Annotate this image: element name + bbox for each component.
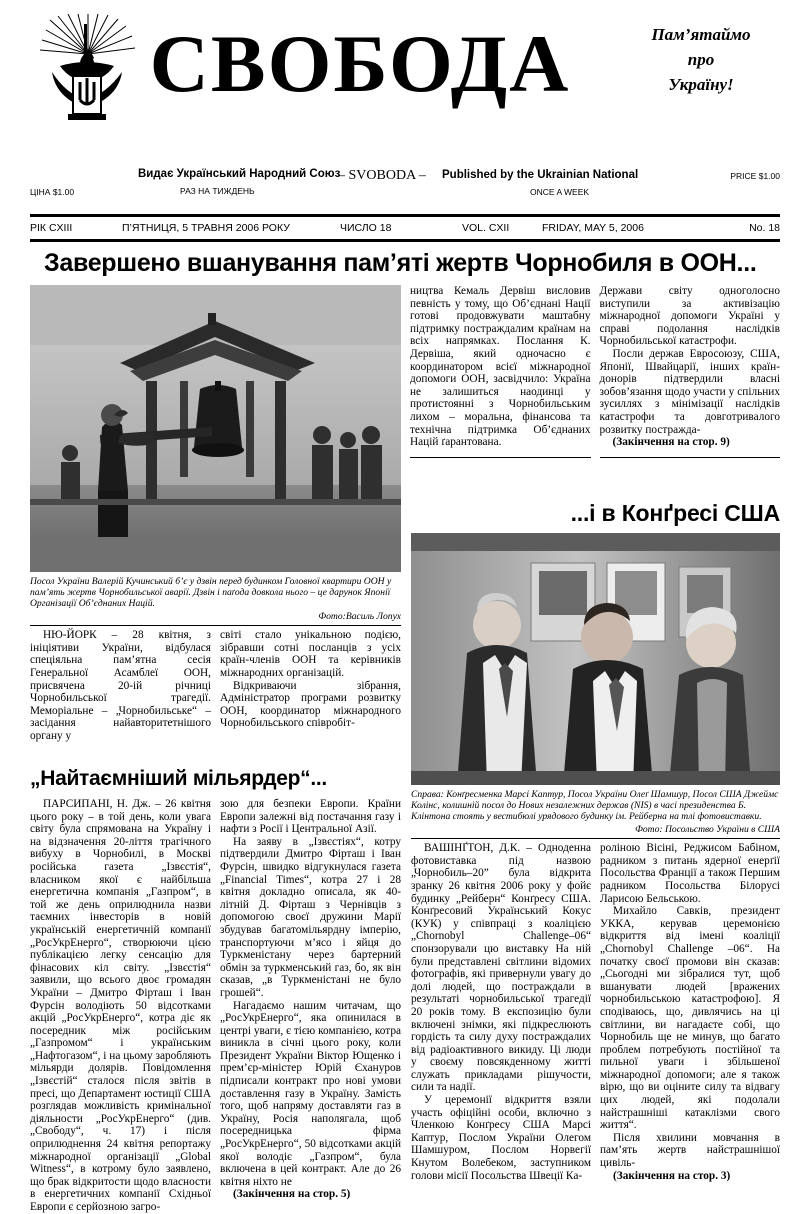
billionaire-paragraph-2: зою для безпеки Европи. Країни Европи залежні від постачання газу і нафти з Росії і Центральної Азії. xyxy=(220,798,401,836)
volume-year-ukrainian: РІК CXIII xyxy=(30,222,73,234)
billionaire-column-2 xyxy=(220,798,401,1214)
publication-date-english: FRIDAY, MAY 5, 2006 xyxy=(542,222,644,234)
un-column-1 xyxy=(30,629,211,742)
billionaire-paragraph-4: Нагадаємо нашим читачам, що „РосУкрЕнерго“, яка опинилася в центрі уваги, є тією компанією, котра виникла в січні цього року, коли Президент України Віктор Ющенко і прем’єр-міністер Юрій Єхануров підписали контракт про нові умови доставлення газу в Україну. Замість того, щоб напряму доставляти газ в Україну, Росія наполягала, щоб посередницька фірма „РосУкрЕнерго“, 50 відсотками акцій якої володіє „Газпром“, була включена в цей контракт. Але до 26 квітня ніхто не xyxy=(220,999,401,1188)
un-column3-divider xyxy=(410,457,591,458)
billionaire-paragraph-1: ПАРСИПАНІ, Н. Дж. – 26 квітня цього року – в той день, коли увага світу була спрямована на Україну і на відзначення 20-ліття трагічного вибуху в Чорнобилі, в Москві російська газета „Ізвєстія“, власником якої є найбільша енергетична компанія „Газпром“, в той же день оприлюднила назви таємних інвесторів в новій українській енергетичній компанії „РосУкрЕнерго“, створюючи цією публікацією легку сенсацію для фінасових кіл світу. „Ізвєстія“ заявили, що всього двоє громадян України – Дмитро Фірташ і Іван Фурсін володіють 50 відсотками акцій „РосУкрЕнерго“, котра діє як посередник між російським „Газпромом“ і українським „Нафтогазом“, і на цьому заробляють мільярди долярів. Повідомлення „Ізвєстій“ сталося після звітів в пресі, що Департамент юстиції США розглядав можливість кримінальної діяльности „РосУкрЕнерго“ (див. „Свободу“, ч. 17) і після оприлюднення 24 квітня репортажу міжнародної організації „Global Witness“, в котрому було заявлено, що брак відкритости щодо власности в енергетичних компанії Східньої Европи є серйозною загро- xyxy=(30,798,211,1213)
headline-billionaire-article: „Найтаємніший мільярдер“... xyxy=(30,767,327,790)
un-paragraph-1: НЮ-ЙОРК – 28 квітня, з ініціятиви України, відбулася спеціяльна пам’ятна сесія Генеральної Асамблеї ООН, присвячена 20-ій річниці Чорнобильської трагедії. Меморіальне – „Чорнобильське“ – засідання найавторитетнішого органу у xyxy=(30,629,211,742)
billionaire-text-columns xyxy=(30,798,401,1214)
un-jump-line[interactable]: (Закінчення на стор. 9) xyxy=(612,436,730,449)
congress-caption-divider xyxy=(411,838,780,839)
masthead-subtitle-bar xyxy=(30,168,780,212)
un-photo-credit: Фото:Василь Лопух xyxy=(318,610,401,622)
congress-paragraph-1: ВАШІНҐТОН, Д.К. – Одноденна фотовиставка під назвою „Чорнобиль–20” була відкрита зранку 26 квітня 2006 року у фойє будинку „Рейберн“ Конґресу США. Конґресовий Український Кокус (КУК) у співпраці з коаліцією „Chornobyl Challenge–06“ спонзорували цю виставку На ній були представлені світлини відомих фотографів, які привернули увагу до долі людей, що постраждали в результаті чорнобильської трагедії 20 років тому. В експозицію були включені знімки, які підкреслюють гордість та силу духу постраждалих від радіоактивного викиду. Ці люди у своєму повсякденному житті служать прикладами рішучости, сили та надії. xyxy=(411,842,591,1094)
un-paragraph-4: ництва Кемаль Дервіш висловив певність у тому, що Об’єднані Нації готові продовжувати маштабну підтримку постраждалим країнам на всіх напрямках. Послання К. Дервіша, який одночасно є координатором всієї міжнародної допомоги ООН, засвідчило: Україна не залишиться наодинці у протистоянні з Чорнобильським лихом – моральна, фінансова та технічна підтримка Об’єднаних Націй ґарантована. xyxy=(410,285,591,449)
congress-jump-line[interactable]: (Закінчення на стор. 3) xyxy=(613,1169,731,1182)
slogan-line-3: Україну! xyxy=(668,75,734,94)
un-column-2 xyxy=(220,629,401,742)
congress-lobby-photo xyxy=(411,533,780,785)
un-photo-caption: Посол України Валерій Кучинський б’є у дзвін перед будинком Головної квартири ООН у пам’ять жертв Чорнобильської аварії. Дзвін і паґода довкола нього – це дарунок Японії Організації Об’єднаних Націй. xyxy=(30,576,392,610)
un-paragraph-2: світі стало унікальною подією, зібравши сотні посланців з усіх країн-членів ООН та керівників міжнародних організацій. xyxy=(220,629,401,679)
billionaire-jump-line[interactable]: (Закінчення на стор. 5) xyxy=(233,1188,351,1201)
headline-un-article: Завершено вшанування пам’яті жертв Чорнобиля в ООН... xyxy=(44,249,757,277)
slogan-line-1: Пам’ятаймо xyxy=(651,25,751,44)
billionaire-paragraph-3: На заяву в „Ізвєстіях“, котру підтвердили Дмитро Фірташ і Іван Фурсін, швидко відгукнулася газета „Financial Times“, котра 27 і 28 квітня докладно описала, як 40-літній Д. Фірташ з Чернівців з допомогою своєї дружини Марії збудував багатомільярдну імперію, транспортуючи м’ясо і яйця до Туркменістану через бартерний обмін за туркменський газ, бо, як він сказав, „в Туркменістані не було грошей“. xyxy=(220,835,401,999)
congress-paragraph-2: У церемонії відкриття взяли участь офіційні особи, включно з Членкою Конґресу США Марсі Каптур, Послом України Олегом Шамшуром, Послом Норвегії Кнутом Волебеком, заступником голови місії Посольства Швеції Ка- xyxy=(411,1094,591,1182)
congress-headline-block xyxy=(411,497,780,1182)
congress-paragraph-5: Після хвилини мовчання в пам’ять жертв найстрашнішої цивіль- xyxy=(600,1131,780,1170)
publisher-ukrainian: Видає Український Народний Союз xyxy=(138,168,341,180)
congress-photo-caption: Справа: Конґресменка Марсі Каптур, Посол України Олеґ Шамшур, Посол США Джеймс Колінс, колишній посол до Нових незалежних держав (NIS) в часі президенства Б. Клінтона стоять у вестибюлі урядового будинку ім. Рейберна на тлі фотовиставки. xyxy=(411,789,779,823)
congress-paragraph-3: роліною Вісіні, Реджисом Бабіном, радником з питань ядерної енерґії Посольства Франції а також Першим радником Посольства Білорусі Ларисою Бельською. xyxy=(600,842,780,905)
congress-column-2 xyxy=(600,842,780,1182)
un-paragraph-5: Держави світу одноголосно виступили за активізацію міжнародної допомоги Україні у справі подолання наслідків Чорнобильської катастрофи. xyxy=(599,285,780,348)
masthead-slogan xyxy=(626,22,776,97)
congress-paragraph-4: Михайло Савків, президент УККА, керував церемонією відкриття від імені коаліції „Chornobyl Challenge –06“. На початку своєї промови він сказав: „Сьогодні ми зібралися тут, щоб вшанувати людей [вражених чорнобильською катастрофою]. Я сподіваюсь, що, дивлячись на ці світлини, ви нагадаєте собі, що Чорнобиль ще не минув, що багато проблем потребують постійної та пильної уваги і збільшеної міжнародної допомоги; але я також вірю, що ви оціните силу та відвагу цих людей, які подолали найстрашніші катаклізми свого життя“. xyxy=(600,905,780,1132)
issue-number-english: No. 18 xyxy=(749,222,780,234)
issue-number-ukrainian: ЧИСЛО 18 xyxy=(340,222,392,234)
billionaire-article-block xyxy=(30,762,401,1214)
newspaper-nameplate: СВОБОДА xyxy=(149,18,571,109)
slogan-line-2: про xyxy=(687,50,715,69)
volume-english: VOL. CXII xyxy=(462,222,510,234)
un-column4-divider xyxy=(600,457,781,458)
un-photo-column-group xyxy=(30,285,401,743)
un-paragraph-3: Відкриваючи зібрання, Адміністратор програми розвитку ООН, координатор міжнародного Чорнобильського співробіт- xyxy=(220,679,401,730)
dateline-divider-bottom xyxy=(30,239,780,242)
publisher-english: Published by the Ukrainian National xyxy=(442,169,639,181)
frequency-english: ONCE A WEEK xyxy=(530,187,590,197)
latin-nameplate: – SVOBODA – xyxy=(338,168,426,183)
congress-column-1 xyxy=(411,842,591,1182)
un-paragraph-6: Посли держав Евросоюзу, США, Японії, Швайцарії, інших країн-донорів підтвердили власні зобов’язання щодо участи у спільних зусиллях з мінімізації наслідків катастрофи та довготривалого розвитку постражда- xyxy=(599,347,780,436)
frequency-ukrainian: РАЗ НА ТИЖДЕНЬ xyxy=(180,186,255,196)
congress-photo-credit: Фото: Посольство України в США xyxy=(635,823,780,835)
congress-text-columns xyxy=(411,842,780,1182)
un-peace-bell-photo xyxy=(30,285,401,572)
un-caption-divider xyxy=(30,625,401,626)
headline-congress-article: ...і в Конґресі США xyxy=(570,500,780,526)
price-english: PRICE $1.00 xyxy=(730,171,780,181)
publication-date-ukrainian: П’ЯТНИЦЯ, 5 ТРАВНЯ 2006 РОКУ xyxy=(122,222,290,234)
masthead-emblem-icon xyxy=(40,14,136,122)
dateline-bar xyxy=(30,217,780,239)
billionaire-column-1 xyxy=(30,798,211,1214)
masthead xyxy=(30,0,780,168)
price-ukrainian: ЦІНА $1.00 xyxy=(30,187,75,197)
un-text-columns xyxy=(30,629,401,742)
